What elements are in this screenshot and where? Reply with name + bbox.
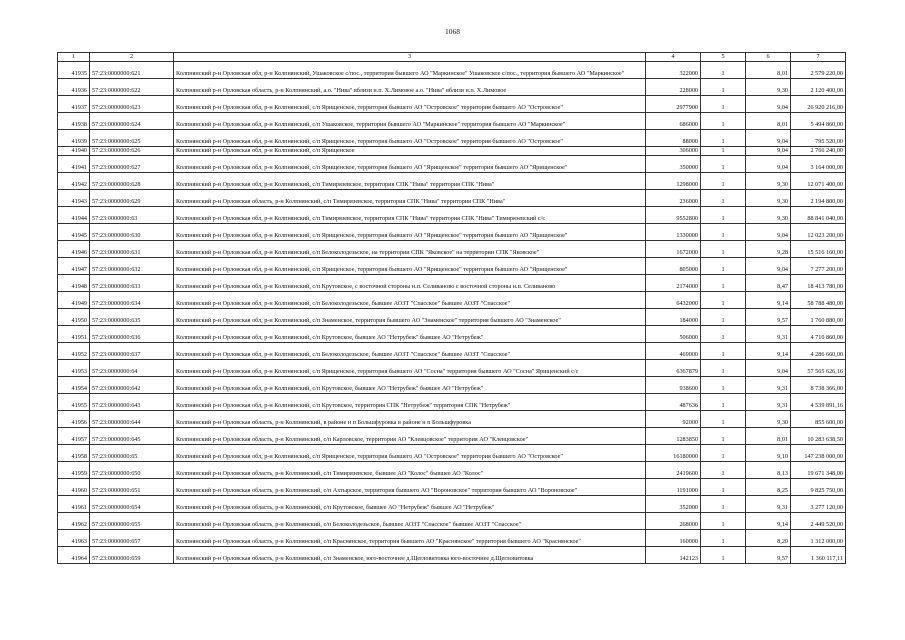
table-row — [58, 113, 846, 130]
area-cell: 1672000 — [646, 241, 701, 258]
count-cell: 1 — [701, 147, 746, 156]
rate-cell: 9,04 — [746, 130, 791, 147]
location-description-cell: Колпнянский р-н Орловская обл, р-н Колпнянский, с/п Крутовское, территория СПК "Нетрубеж" территория СПК "Нетрубеж" — [174, 394, 646, 411]
cadastral-number-cell: 57:23:0000000:654 — [90, 496, 174, 513]
row-id-cell: 41960 — [58, 479, 90, 496]
count-cell: 1 — [701, 62, 746, 79]
cadastral-number-cell: 57:23:0000000:642 — [90, 377, 174, 394]
cadastral-number-cell: 57:23:0000000:624 — [90, 113, 174, 130]
value-cell: 9 825 750,00 — [791, 479, 846, 496]
rate-cell: 9,31 — [746, 377, 791, 394]
count-cell: 1 — [701, 547, 746, 564]
count-cell: 1 — [701, 224, 746, 241]
rate-cell: 9,04 — [746, 224, 791, 241]
location-description-cell: Колпнянский р-н Орловская обл, р-н Колпнянский, с/п Ярищенское, территория бывшего АО "Ярищенское" территория бывшего АО "Ярищенское" — [174, 224, 646, 241]
page-number: 1068 — [445, 27, 460, 36]
cadastral-number-cell: 57:23:0000000:630 — [90, 224, 174, 241]
table-row — [58, 428, 846, 445]
table-row — [58, 224, 846, 241]
table-row — [58, 258, 846, 275]
row-id-cell: 41959 — [58, 462, 90, 479]
area-cell: 487636 — [646, 394, 701, 411]
row-id-cell: 41953 — [58, 360, 90, 377]
location-description-cell: Колпнянский р-н Орловская область, р-н Колпнянский, с/п Ахтырское, территория бывшего АО "Вороновское" территория бывшего АО "Вороновское" — [174, 479, 646, 496]
rate-cell: 9,04 — [746, 96, 791, 113]
rate-cell: 8,01 — [746, 62, 791, 79]
table-row — [58, 462, 846, 479]
area-cell: 268000 — [646, 513, 701, 530]
table-row — [58, 275, 846, 292]
location-description-cell: Колпнянский р-н Орловская область, р-н Колпнянский, с/п Знаменское, юго-восточнее д.Щегловитовка юго-восточнее д.Щегловитовка — [174, 547, 646, 564]
rate-cell: 9,30 — [746, 173, 791, 190]
table-row — [58, 377, 846, 394]
header-cell: 5 — [701, 53, 746, 62]
count-cell: 1 — [701, 96, 746, 113]
area-cell: 9552800 — [646, 207, 701, 224]
value-cell: 2 579 220,00 — [791, 62, 846, 79]
cadastral-number-cell: 57:23:0000000:634 — [90, 292, 174, 309]
rate-cell: 8,25 — [746, 479, 791, 496]
value-cell: 57 565 626,16 — [791, 360, 846, 377]
count-cell: 1 — [701, 190, 746, 207]
cadastral-number-cell: 57:23:0000000:643 — [90, 394, 174, 411]
land-parcels-table — [57, 52, 846, 564]
header-cell: 1 — [58, 53, 90, 62]
area-cell: 350000 — [646, 156, 701, 173]
rate-cell: 8,01 — [746, 113, 791, 130]
rate-cell: 9,30 — [746, 79, 791, 96]
location-description-cell: Колпнянский р-н Орловская область, р-н Колпнянский, с/п Карловское, территория АО "Клевцовское" территория АО "Клевцовское" — [174, 428, 646, 445]
value-cell: 26 920 216,00 — [791, 96, 846, 113]
value-cell: 19 671 348,00 — [791, 462, 846, 479]
row-id-cell: 41955 — [58, 394, 90, 411]
rate-cell: 9,30 — [746, 190, 791, 207]
location-description-cell: Колпнянский р-н Орловская обл, р-н Колпнянский, с/п Ярищенское — [174, 147, 646, 156]
header-cell: 7 — [791, 53, 846, 62]
count-cell: 1 — [701, 173, 746, 190]
row-id-cell: 41947 — [58, 258, 90, 275]
location-description-cell: Колпнянский р-н Орловская область, р-н Колпнянский, а.о. "Нива" вблизи н.п. Х.Лимовое а.о. "Нива" вблизи н.п. Х.Лимовое — [174, 79, 646, 96]
header-cell: 4 — [646, 53, 701, 62]
row-id-cell: 41940 — [58, 147, 90, 156]
area-cell: 6367879 — [646, 360, 701, 377]
location-description-cell: Колпнянский р-н Орловская область, р-н Колпнянский, в районе н п Большфуровка в районе н п Большфуровка — [174, 411, 646, 428]
row-id-cell: 41936 — [58, 79, 90, 96]
cadastral-number-cell: 57:23:0000000:644 — [90, 411, 174, 428]
row-id-cell: 41939 — [58, 130, 90, 147]
count-cell: 1 — [701, 241, 746, 258]
location-description-cell: Колпнянский р-н Орловская обл, р-н Колпнянский, с/п Ярищенское, территория бывшего АО "Островское" территория бывшего АО "Островское" — [174, 96, 646, 113]
location-description-cell: Колпнянский р-н Орловская обл, р-н Колпнянский, с/п Ярищенское, территория бывшего АО "Ярищенское" территория бывшего АО "Ярищенское" — [174, 258, 646, 275]
row-id-cell: 41945 — [58, 224, 90, 241]
cadastral-number-cell: 57:23:0000000:623 — [90, 96, 174, 113]
table-row — [58, 62, 846, 79]
count-cell: 1 — [701, 292, 746, 309]
table-row — [58, 173, 846, 190]
count-cell: 1 — [701, 326, 746, 343]
table-row — [58, 343, 846, 360]
table-row — [58, 190, 846, 207]
rate-cell: 8,47 — [746, 275, 791, 292]
row-id-cell: 41949 — [58, 292, 90, 309]
area-cell: 236000 — [646, 190, 701, 207]
table-row — [58, 513, 846, 530]
rate-cell: 9,04 — [746, 156, 791, 173]
area-cell: 805000 — [646, 258, 701, 275]
location-description-cell: Колпнянский р-н Орловская обл, р-н Колпнянский, с/п Тимирязевское, территория СПК "Нива" территория СПК "Нива" — [174, 173, 646, 190]
count-cell: 1 — [701, 411, 746, 428]
rate-cell: 9,14 — [746, 513, 791, 530]
table-row — [58, 411, 846, 428]
cadastral-number-cell: 57:23:0000000:629 — [90, 190, 174, 207]
value-cell: 855 600,00 — [791, 411, 846, 428]
value-cell: 4 710 860,00 — [791, 326, 846, 343]
row-id-cell: 41952 — [58, 343, 90, 360]
value-cell: 12 023 200,00 — [791, 224, 846, 241]
count-cell: 1 — [701, 445, 746, 462]
table-row — [58, 309, 846, 326]
value-cell: 3 277 120,00 — [791, 496, 846, 513]
row-id-cell: 41963 — [58, 530, 90, 547]
location-description-cell: Колпнянский р-н Орловская обл, р-н Колпнянский, с/п Белоколодезьское, бывшее АОЗТ "Спасское" бывшее АОЗТ "Спасское" — [174, 343, 646, 360]
row-id-cell: 41951 — [58, 326, 90, 343]
area-cell: 306000 — [646, 147, 701, 156]
cadastral-number-cell: 57:23:0000000:621 — [90, 62, 174, 79]
table-row — [58, 360, 846, 377]
value-cell: 5 494 860,00 — [791, 113, 846, 130]
value-cell: 1 312 000,00 — [791, 530, 846, 547]
location-description-cell: Колпнянский р-н Орловская обл, р-н Колпнянский, с/п Ушаковское, территория бывшего АО "Маркинское" территория бывшего АО "Маркинское" — [174, 113, 646, 130]
count-cell: 1 — [701, 360, 746, 377]
header-cell: 3 — [174, 53, 646, 62]
value-cell: 795 520,00 — [791, 130, 846, 147]
row-id-cell: 41946 — [58, 241, 90, 258]
location-description-cell: Колпнянский р-н Орловская обл, р-н Колпнянский, с/п Крутовское, с восточной стороны н.п. Селиваново с восточной стороны н.п. Селиваново — [174, 275, 646, 292]
rate-cell: 8,20 — [746, 530, 791, 547]
row-id-cell: 41937 — [58, 96, 90, 113]
table-row — [58, 547, 846, 564]
cadastral-number-cell: 57:23:0000000:64 — [90, 360, 174, 377]
area-cell: 228000 — [646, 79, 701, 96]
cadastral-number-cell: 57:23:0000000:628 — [90, 173, 174, 190]
location-description-cell: Колпнянский р-н Орловская обл, р-н Колпнянский, с/п Ярищенское, территория бывшего АО "Сосна" территория бывшего АО "Сосна" Ярищенский с/с — [174, 360, 646, 377]
area-cell: 2419600 — [646, 462, 701, 479]
location-description-cell: Колпнянский р-н Орловская область, р-н Колпнянский, с/п Тимирязевское, территория СПК "Нива" территория СПК "Нива" — [174, 190, 646, 207]
area-cell: 352000 — [646, 496, 701, 513]
table-row — [58, 496, 846, 513]
header-cell: 6 — [746, 53, 791, 62]
count-cell: 1 — [701, 258, 746, 275]
count-cell: 1 — [701, 79, 746, 96]
table-row — [58, 207, 846, 224]
rate-cell: 9,04 — [746, 360, 791, 377]
count-cell: 1 — [701, 530, 746, 547]
value-cell: 147 238 000,00 — [791, 445, 846, 462]
value-cell: 1 760 880,00 — [791, 309, 846, 326]
table-row — [58, 326, 846, 343]
value-cell: 1 360 117,11 — [791, 547, 846, 564]
cadastral-number-cell: 57:23:0000000:626 — [90, 147, 174, 156]
area-cell: 938600 — [646, 377, 701, 394]
value-cell: 2 766 240,00 — [791, 147, 846, 156]
rate-cell: 9,04 — [746, 147, 791, 156]
count-cell: 1 — [701, 377, 746, 394]
table-row — [58, 479, 846, 496]
area-cell: 92000 — [646, 411, 701, 428]
row-id-cell: 41956 — [58, 411, 90, 428]
area-cell: 142123 — [646, 547, 701, 564]
rate-cell: 9,28 — [746, 241, 791, 258]
location-description-cell: Колпнянский р-н Орловская обл, р-н Колпнянский, с/п Ярищенское, территория бывшего АО "Ярищенское" территория бывшего АО "Ярищенское" — [174, 156, 646, 173]
rate-cell: 9,30 — [746, 207, 791, 224]
row-id-cell: 41961 — [58, 496, 90, 513]
table-row — [58, 394, 846, 411]
location-description-cell: Колпнянский р-н Орловская обл, р-н Колпнянский, с/п Знаменское, территория бывшего АО "Знаменское" территория бывшего АО "Знаменское" — [174, 309, 646, 326]
table-row — [58, 241, 846, 258]
rate-cell: 9,31 — [746, 496, 791, 513]
location-description-cell: Колпнянский р-н Орловская область, р-н Колпнянский, с/п Краснянское, территория бывшего АО "Краснянское" территория бывшего АО "Краснянское" — [174, 530, 646, 547]
value-cell: 4 286 660,00 — [791, 343, 846, 360]
cadastral-number-cell: 57:23:0000000:657 — [90, 530, 174, 547]
area-cell: 160000 — [646, 530, 701, 547]
area-cell: 88000 — [646, 130, 701, 147]
area-cell: 2977900 — [646, 96, 701, 113]
row-id-cell: 41958 — [58, 445, 90, 462]
value-cell: 2 449 520,00 — [791, 513, 846, 530]
location-description-cell: Колпнянский р-н Орловская обл, р-н Колпнянский, с/п Крутовское, бывшее АО "Нетрубеж" бывшее АО "Нетрубеж" — [174, 377, 646, 394]
value-cell: 8 738 366,00 — [791, 377, 846, 394]
location-description-cell: Колпнянский р-н Орловская обл, р-н Колпнянский, с/п Тимирязевское, территория СПК "Нива" территория СПК "Нива" Тимирязевский с/с — [174, 207, 646, 224]
row-id-cell: 41942 — [58, 173, 90, 190]
table-row — [58, 530, 846, 547]
row-id-cell: 41944 — [58, 207, 90, 224]
rate-cell: 8,13 — [746, 462, 791, 479]
row-id-cell: 41948 — [58, 275, 90, 292]
cadastral-number-cell: 57:23:0000000:645 — [90, 428, 174, 445]
row-id-cell: 41941 — [58, 156, 90, 173]
cadastral-number-cell: 57:23:0000000:655 — [90, 513, 174, 530]
rate-cell: 9,57 — [746, 309, 791, 326]
count-cell: 1 — [701, 394, 746, 411]
area-cell: 1191000 — [646, 479, 701, 496]
table-row — [58, 147, 846, 156]
area-cell: 506000 — [646, 326, 701, 343]
cadastral-number-cell: 57:23:0000000:651 — [90, 479, 174, 496]
value-cell: 4 539 891,16 — [791, 394, 846, 411]
value-cell: 10 283 638,50 — [791, 428, 846, 445]
rate-cell: 8,01 — [746, 428, 791, 445]
location-description-cell: Колпнянский р-н Орловская обл, р-н Колпнянский, с/п Ярищенское, территория бывшего АО "Островское" территория бывшего АО "Островское" — [174, 130, 646, 147]
cadastral-number-cell: 57:23:0000000:625 — [90, 130, 174, 147]
header-cell: 2 — [90, 53, 174, 62]
count-cell: 1 — [701, 275, 746, 292]
area-cell: 322000 — [646, 62, 701, 79]
area-cell: 2174000 — [646, 275, 701, 292]
cadastral-number-cell: 57:23:0000000:635 — [90, 309, 174, 326]
count-cell: 1 — [701, 513, 746, 530]
cadastral-number-cell: 57:23:0000000:63 — [90, 207, 174, 224]
row-id-cell: 41962 — [58, 513, 90, 530]
rate-cell: 9,57 — [746, 547, 791, 564]
cadastral-number-cell: 57:23:0000000:65 — [90, 445, 174, 462]
area-cell: 16180000 — [646, 445, 701, 462]
row-id-cell: 41938 — [58, 113, 90, 130]
area-cell: 1330000 — [646, 224, 701, 241]
table-body — [58, 62, 846, 564]
row-id-cell: 41954 — [58, 377, 90, 394]
value-cell: 3 164 000,00 — [791, 156, 846, 173]
cadastral-number-cell: 57:23:0000000:659 — [90, 547, 174, 564]
rate-cell: 9,31 — [746, 326, 791, 343]
row-id-cell: 41964 — [58, 547, 90, 564]
value-cell: 58 788 480,00 — [791, 292, 846, 309]
location-description-cell: Колпнянский р-н Орловская область, р-н Колпнянский, с/п Тимирязевское, бывшее АО "Колос" бывшее АО "Колос" — [174, 462, 646, 479]
cadastral-number-cell: 57:23:0000000:627 — [90, 156, 174, 173]
location-description-cell: Колпнянский р-н Орловская область, р-н Колпнянский, с/п Крутовское, бывшее АО "Нетрубеж" бывшее АО "Нетрубеж" — [174, 496, 646, 513]
location-description-cell: Колпнянский р-н Орловская область, р-н Колпнянский, с/п Белоколодезьское, бывшее АОЗТ "Спасское" бывшее АОЗТ "Спасское" — [174, 513, 646, 530]
location-description-cell: Колпнянский р-н Орловская обл, р-н Колпнянский, с/п Крутовское, бывшее АО "Нетрубеж" бывшее АО "Нетрубеж" — [174, 326, 646, 343]
table-row — [58, 156, 846, 173]
value-cell: 2 120 400,00 — [791, 79, 846, 96]
area-cell: 469000 — [646, 343, 701, 360]
count-cell: 1 — [701, 113, 746, 130]
rate-cell: 9,10 — [746, 445, 791, 462]
row-id-cell: 41943 — [58, 190, 90, 207]
count-cell: 1 — [701, 309, 746, 326]
value-cell: 12 071 400,00 — [791, 173, 846, 190]
value-cell: 18 413 780,00 — [791, 275, 846, 292]
count-cell: 1 — [701, 496, 746, 513]
row-id-cell: 41957 — [58, 428, 90, 445]
value-cell: 7 277 200,00 — [791, 258, 846, 275]
location-description-cell: Колпнянский р-н Орловская обл, р-н Колпнянский, с/п Ярищенское, территория бывшего АО "Островское" территория бывшего АО "Островское" — [174, 445, 646, 462]
count-cell: 1 — [701, 207, 746, 224]
table-row — [58, 79, 846, 96]
count-cell: 1 — [701, 156, 746, 173]
table-row — [58, 445, 846, 462]
location-description-cell: Колпнянский р-н Орловская обл, р-н Колпнянский, Ушаковское с/пос., территория бывшего АО "Маркинское" Ушаковское с/пос., территория бывшего АО "Маркинское" — [174, 62, 646, 79]
value-cell: 88 841 040,00 — [791, 207, 846, 224]
location-description-cell: Колпнянский р-н Орловская обл, р-н Колпнянский, с/п Белоколодезьское, на территории СПК "Яковское" на территории СПК "Яковское" — [174, 241, 646, 258]
cadastral-number-cell: 57:23:0000000:637 — [90, 343, 174, 360]
rate-cell: 9,04 — [746, 258, 791, 275]
count-cell: 1 — [701, 428, 746, 445]
location-description-cell: Колпнянский р-н Орловская обл, р-н Колпнянский, с/п Белоколодезьское, бывшее АОЗТ "Спасское" бывшее АОЗТ "Спасское" — [174, 292, 646, 309]
cadastral-number-cell: 57:23:0000000:631 — [90, 241, 174, 258]
count-cell: 1 — [701, 462, 746, 479]
table-header-row — [58, 53, 846, 62]
rate-cell: 9,30 — [746, 411, 791, 428]
value-cell: 15 516 160,00 — [791, 241, 846, 258]
cadastral-number-cell: 57:23:0000000:650 — [90, 462, 174, 479]
row-id-cell: 41935 — [58, 62, 90, 79]
table-row — [58, 96, 846, 113]
table-row — [58, 130, 846, 147]
cadastral-number-cell: 57:23:0000000:632 — [90, 258, 174, 275]
count-cell: 1 — [701, 479, 746, 496]
row-id-cell: 41950 — [58, 309, 90, 326]
table-row — [58, 292, 846, 309]
value-cell: 2 194 800,00 — [791, 190, 846, 207]
rate-cell: 9,14 — [746, 292, 791, 309]
area-cell: 686000 — [646, 113, 701, 130]
count-cell: 1 — [701, 130, 746, 147]
cadastral-number-cell: 57:23:0000000:636 — [90, 326, 174, 343]
count-cell: 1 — [701, 343, 746, 360]
area-cell: 1283850 — [646, 428, 701, 445]
cadastral-number-cell: 57:23:0000000:633 — [90, 275, 174, 292]
area-cell: 184000 — [646, 309, 701, 326]
area-cell: 1298000 — [646, 173, 701, 190]
rate-cell: 9,14 — [746, 343, 791, 360]
area-cell: 6432000 — [646, 292, 701, 309]
cadastral-number-cell: 57:23:0000000:622 — [90, 79, 174, 96]
rate-cell: 9,31 — [746, 394, 791, 411]
